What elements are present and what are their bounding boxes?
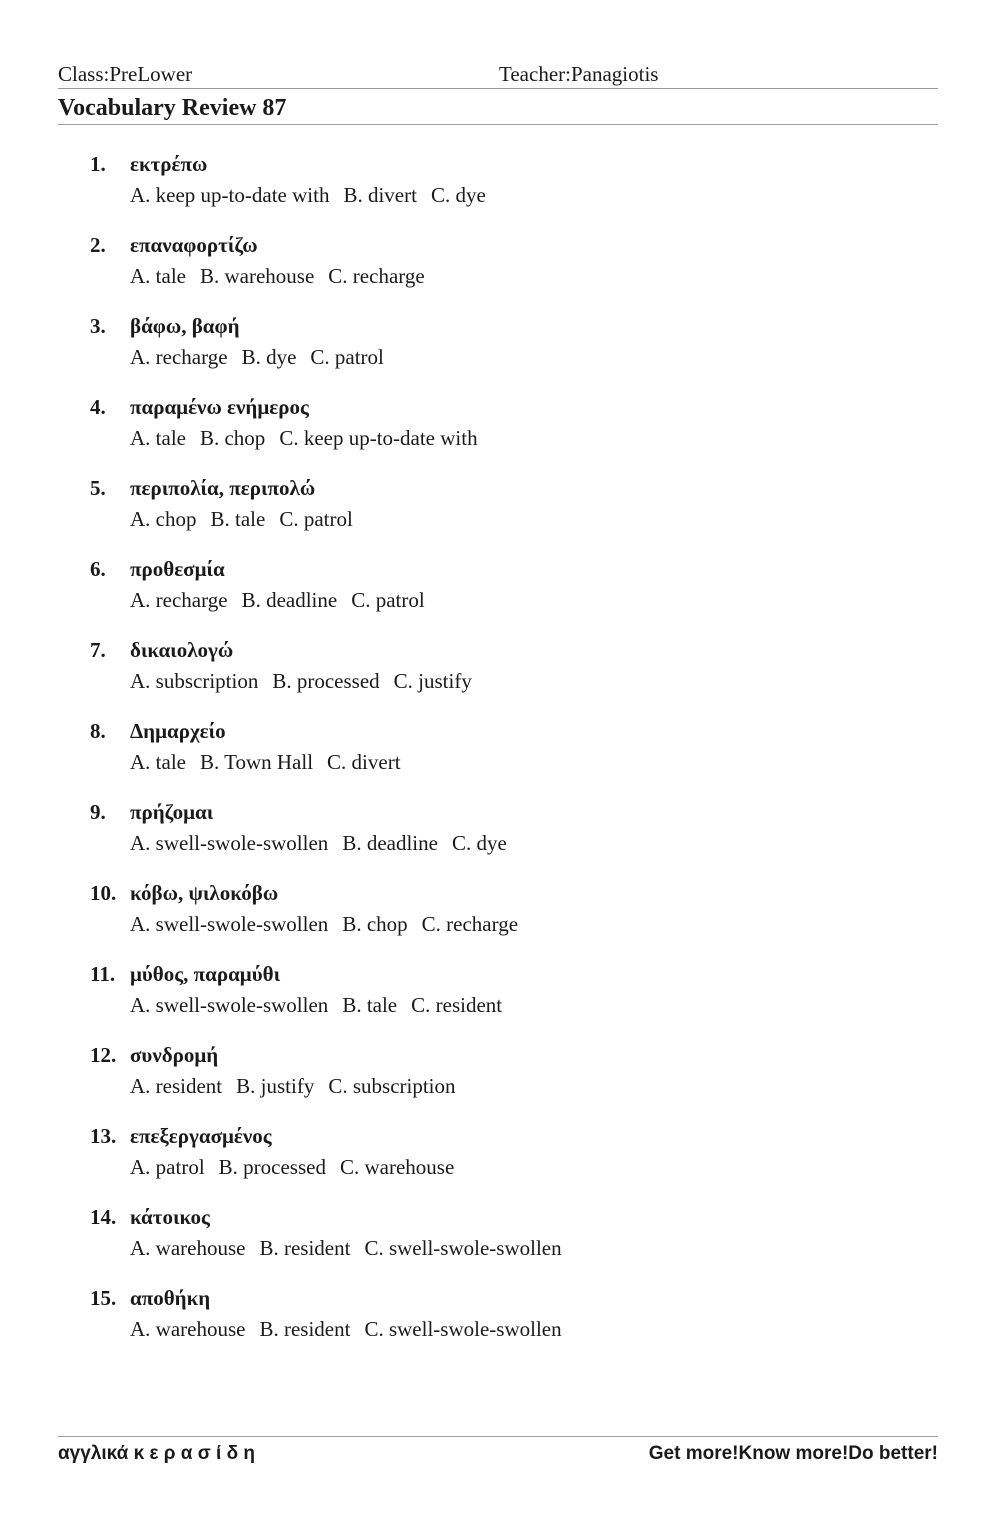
- answer-option[interactable]: C. patrol: [310, 345, 384, 369]
- question-item: [90, 713, 890, 794]
- answer-option[interactable]: A. tale: [130, 750, 186, 774]
- question-prompt: μύθος, παραμύθι: [130, 962, 281, 986]
- page-title: Vocabulary Review 87: [58, 95, 287, 121]
- answer-option[interactable]: C. justify: [393, 669, 472, 693]
- question-item: [90, 875, 890, 956]
- answer-options: [130, 1072, 470, 1100]
- question-item: [90, 632, 890, 713]
- question-item: [90, 389, 890, 470]
- answer-option[interactable]: B. chop: [199, 426, 266, 450]
- question-header: [90, 1284, 210, 1312]
- question-number: 14.: [90, 1205, 117, 1229]
- question-header: [90, 1122, 272, 1150]
- answer-options: [130, 829, 521, 857]
- question-prompt: αποθήκη: [130, 1286, 211, 1310]
- question-number: 13.: [90, 1124, 117, 1148]
- question-header: [90, 474, 315, 502]
- answer-option[interactable]: B. resident: [259, 1317, 351, 1341]
- question-item: [90, 470, 890, 551]
- question-header: [90, 150, 207, 178]
- answer-option[interactable]: A. warehouse: [130, 1236, 246, 1260]
- question-prompt: προθεσμία: [130, 557, 225, 581]
- question-number: 11.: [90, 962, 116, 986]
- answer-option[interactable]: B. dye: [241, 345, 297, 369]
- answer-option[interactable]: B. Town Hall: [199, 750, 314, 774]
- question-item: [90, 551, 890, 632]
- question-header: [90, 717, 226, 745]
- answer-option[interactable]: B. justify: [236, 1074, 315, 1098]
- footer-brand: αγγλικά κ ε ρ α σ ί δ η: [58, 1443, 255, 1464]
- question-item: [90, 1037, 890, 1118]
- answer-options: [130, 667, 486, 695]
- answer-option[interactable]: C. dye: [451, 831, 507, 855]
- question-header: [90, 636, 233, 664]
- answer-option[interactable]: C. patrol: [279, 507, 353, 531]
- answer-option[interactable]: C. dye: [430, 183, 486, 207]
- answer-option[interactable]: C. swell-swole-swollen: [364, 1236, 562, 1260]
- answer-option[interactable]: B. tale: [210, 507, 266, 531]
- answer-options: [130, 1315, 576, 1343]
- question-prompt: παραμένω ενήμερος: [130, 395, 309, 419]
- answer-option[interactable]: C. swell-swole-swollen: [364, 1317, 562, 1341]
- question-prompt: κόβω, ψιλοκόβω: [130, 881, 279, 905]
- answer-options: [130, 262, 439, 290]
- answer-option[interactable]: A. swell-swole-swollen: [130, 912, 329, 936]
- title-divider: [58, 124, 938, 125]
- answer-option[interactable]: A. warehouse: [130, 1317, 246, 1341]
- question-number: 6.: [90, 557, 106, 581]
- answer-option[interactable]: B. resident: [259, 1236, 351, 1260]
- answer-option[interactable]: C. warehouse: [339, 1155, 455, 1179]
- answer-options: [130, 748, 415, 776]
- question-prompt: δικαιολογώ: [130, 638, 234, 662]
- answer-option[interactable]: C. recharge: [328, 264, 425, 288]
- answer-option[interactable]: A. keep up-to-date with: [130, 183, 330, 207]
- question-number: 12.: [90, 1043, 117, 1067]
- answer-options: [130, 586, 439, 614]
- header-divider: [58, 88, 938, 89]
- question-header: [90, 312, 240, 340]
- question-item: [90, 308, 890, 389]
- question-item: [90, 227, 890, 308]
- header: [58, 60, 938, 88]
- answer-options: [130, 910, 532, 938]
- answer-option[interactable]: B. processed: [272, 669, 380, 693]
- footer-divider: [58, 1436, 938, 1437]
- answer-option[interactable]: A. resident: [130, 1074, 223, 1098]
- question-number: 9.: [90, 800, 106, 824]
- question-number: 2.: [90, 233, 106, 257]
- question-item: [90, 1118, 890, 1199]
- answer-option[interactable]: A. swell-swole-swollen: [130, 831, 329, 855]
- question-prompt: κάτοικος: [130, 1205, 210, 1229]
- answer-option[interactable]: B. deadline: [342, 831, 438, 855]
- answer-option[interactable]: C. patrol: [351, 588, 425, 612]
- answer-option[interactable]: B. chop: [342, 912, 408, 936]
- answer-option[interactable]: A. tale: [130, 426, 186, 450]
- teacher-label: Teacher:Panagiotis: [499, 62, 659, 86]
- question-prompt: πρήζομαι: [130, 800, 214, 824]
- question-header: [90, 1041, 218, 1069]
- question-item: [90, 794, 890, 875]
- answer-option[interactable]: C. recharge: [421, 912, 519, 936]
- question-prompt: εκτρέπω: [130, 152, 208, 176]
- question-number: 5.: [90, 476, 106, 500]
- question-header: [90, 555, 225, 583]
- question-prompt: περιπολία, περιπολώ: [130, 476, 316, 500]
- answer-option[interactable]: B. warehouse: [199, 264, 315, 288]
- question-header: [90, 231, 258, 259]
- question-number: 3.: [90, 314, 106, 338]
- answer-option[interactable]: C. divert: [327, 750, 401, 774]
- question-number: 15.: [90, 1286, 117, 1310]
- answer-options: [130, 343, 398, 371]
- answer-option[interactable]: A. swell-swole-swollen: [130, 993, 329, 1017]
- answer-option[interactable]: B. divert: [343, 183, 417, 207]
- question-list: [90, 146, 890, 1361]
- question-prompt: βάφω, βαφή: [130, 314, 240, 338]
- question-number: 8.: [90, 719, 106, 743]
- answer-option[interactable]: B. deadline: [241, 588, 338, 612]
- answer-options: [130, 1234, 576, 1262]
- answer-options: [130, 991, 516, 1019]
- answer-options: [130, 505, 367, 533]
- question-prompt: επεξεργασμένος: [130, 1124, 272, 1148]
- question-header: [90, 1203, 210, 1231]
- answer-option[interactable]: A. subscription: [130, 669, 259, 693]
- question-item: [90, 146, 890, 227]
- answer-option[interactable]: B. tale: [342, 993, 398, 1017]
- answer-options: [130, 181, 500, 209]
- answer-option[interactable]: A. recharge: [130, 588, 228, 612]
- answer-option[interactable]: A. tale: [130, 264, 186, 288]
- question-prompt: συνδρομή: [130, 1043, 219, 1067]
- question-number: 4.: [90, 395, 106, 419]
- question-header: [90, 960, 280, 988]
- answer-option[interactable]: A. chop: [130, 507, 197, 531]
- question-item: [90, 1199, 890, 1280]
- answer-option[interactable]: A. patrol: [130, 1155, 205, 1179]
- footer-slogan: Get more!Know more!Do better!: [648, 1443, 938, 1464]
- answer-option[interactable]: A. recharge: [130, 345, 228, 369]
- question-header: [90, 798, 213, 826]
- answer-option[interactable]: C. subscription: [328, 1074, 456, 1098]
- question-header: [90, 393, 309, 421]
- question-prompt: Δημαρχείο: [130, 719, 226, 743]
- question-number: 10.: [90, 881, 117, 905]
- question-header: [90, 879, 278, 907]
- answer-option[interactable]: B. processed: [218, 1155, 326, 1179]
- class-label: Class:PreLower: [58, 62, 193, 86]
- question-number: 1.: [90, 152, 106, 176]
- question-item: [90, 956, 890, 1037]
- answer-options: [130, 424, 492, 452]
- question-prompt: επαναφορτίζω: [130, 233, 258, 257]
- question-item: [90, 1280, 890, 1361]
- answer-option[interactable]: C. resident: [411, 993, 503, 1017]
- answer-options: [130, 1153, 468, 1181]
- answer-option[interactable]: C. keep up-to-date with: [279, 426, 478, 450]
- question-number: 7.: [90, 638, 106, 662]
